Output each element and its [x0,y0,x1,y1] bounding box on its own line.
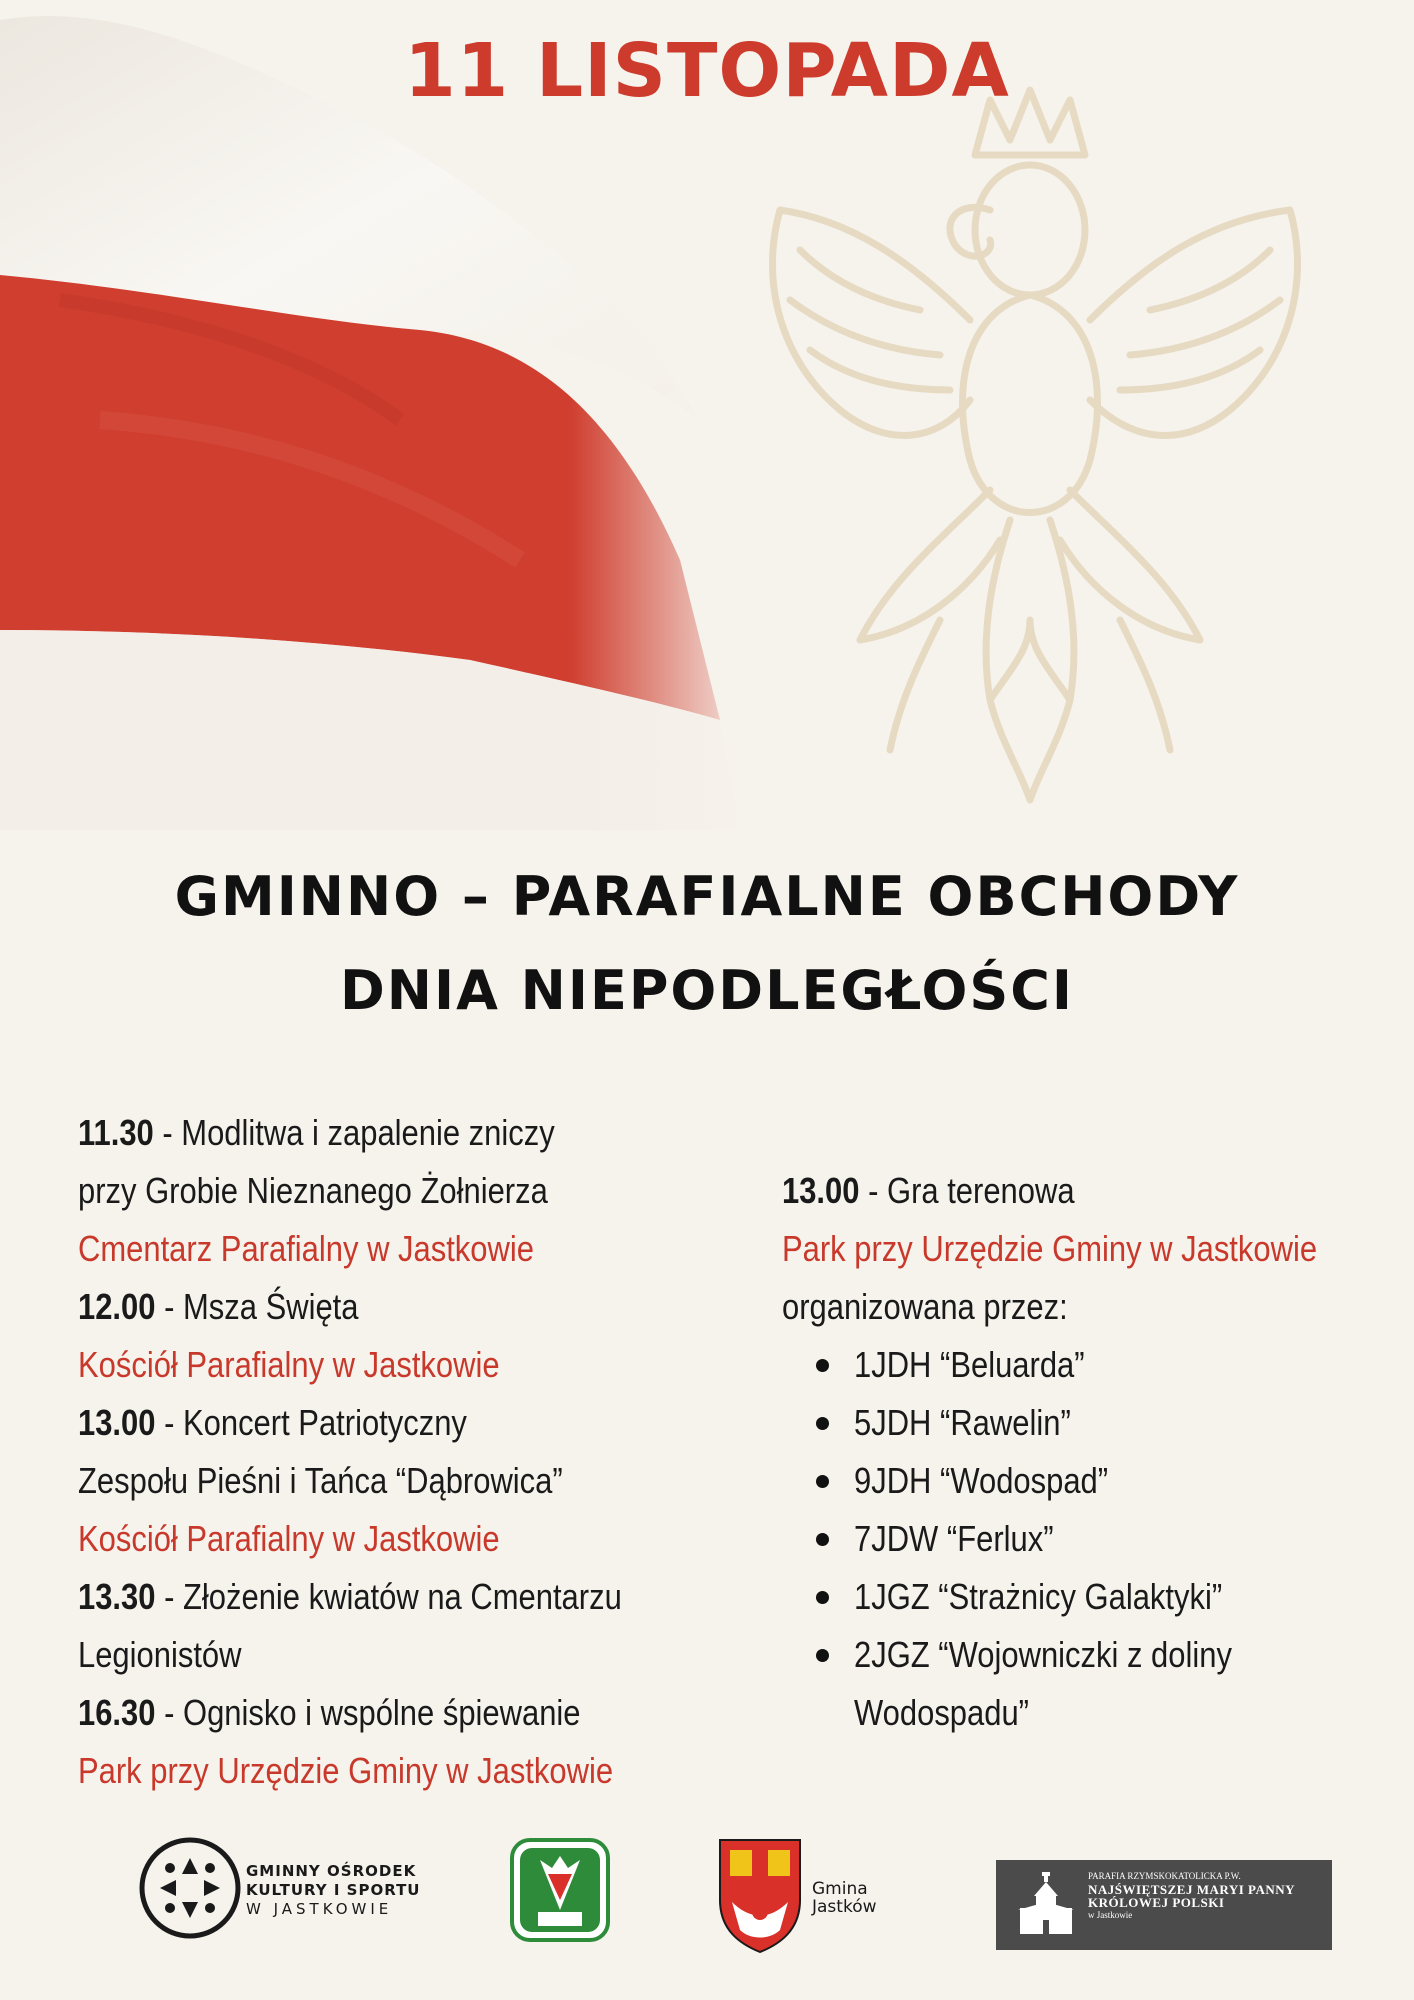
schedule-item [78,1278,718,1394]
schedule-item [78,1394,718,1568]
event-location: Park przy Urzędzie Gminy w Jastkowie [782,1228,1318,1269]
event-location: Park przy Urzędzie Gminy w Jastkowie [78,1750,614,1791]
event-time: 13.30 [78,1576,156,1617]
event-location: Cmentarz Parafialny w Jastkowie [78,1228,534,1269]
title-line-2: DNIA NIEPODLEGŁOŚCI [339,959,1075,1022]
event-time: 12.00 [78,1286,156,1327]
list-item: 9JDH “Wodospad” [782,1452,1402,1510]
event-location: Kościół Parafialny w Jastkowie [78,1518,500,1559]
schedule-item [78,1568,718,1684]
event-time: 13.00 [782,1170,860,1211]
gok-logo-icon [142,1840,238,1936]
event-date: 11 LISTOPADA [404,28,1010,114]
event-description: - Ognisko i wspólne śpiewanie [155,1692,581,1733]
scout-badge-icon [512,1840,608,1940]
bullet-icon [816,1359,829,1372]
schedule-item [78,1684,718,1800]
event-description: - Złożenie kwiatów na Cmentarzu [155,1576,622,1617]
event-time: 11.30 [78,1112,154,1153]
event-description-continuation: Legionistów [78,1634,242,1675]
event-description: - Gra terenowa [859,1170,1075,1211]
schedule-item [78,1104,718,1278]
list-item: 1JGZ “Strażnicy Galaktyki” [782,1568,1402,1626]
event-description: - Msza Święta [155,1286,359,1327]
gmina-label: Gmina Jastków [812,1879,877,1917]
bullet-icon [816,1475,829,1488]
bullet-icon [816,1649,829,1662]
gok-label: GMINNY OŚRODEK KULTURY I SPORTU W JASTKOWIE [246,1862,421,1918]
organized-by-label: organizowana przez: [782,1286,1068,1327]
list-item: 2JGZ “Wojowniczki z doliny Wodospadu” [782,1626,1402,1742]
church-icon [1016,1872,1076,1938]
schedule-right [782,1162,1402,1742]
event-location: Kościół Parafialny w Jastkowie [78,1344,500,1385]
list-item: 1JDH “Beluarda” [782,1336,1402,1394]
parafia-logo: PARAFIA RZYMSKOKATOLICKA P.W. NAJŚWIĘTSZEJ MARYI PANNY KRÓLOWEJ POLSKI w Jastkowie [996,1860,1332,1950]
bullet-icon [816,1417,829,1430]
event-description: - Koncert Patriotyczny [155,1402,467,1443]
team-list [782,1336,1402,1742]
event-time: 16.30 [78,1692,156,1733]
list-item: 7JDW “Ferlux” [782,1510,1402,1568]
bullet-icon [816,1591,829,1604]
event-description: - Modlitwa i zapalenie zniczy [153,1112,555,1153]
event-description-continuation: przy Grobie Nieznanego Żołnierza [78,1170,548,1211]
title-line-1: GMINNO – PARAFIALNE OBCHODY [174,865,1240,928]
schedule-left [78,1104,718,1800]
event-time: 13.00 [78,1402,156,1443]
list-item: 5JDH “Rawelin” [782,1394,1402,1452]
bullet-icon [816,1533,829,1546]
eagle-emblem-icon [690,60,1390,820]
gmina-coat-of-arms-icon [720,1840,800,1952]
event-description-continuation: Zespołu Pieśni i Tańca “Dąbrowica” [78,1460,563,1501]
polish-flag-illustration [0,0,760,830]
page-title [0,850,1414,1038]
